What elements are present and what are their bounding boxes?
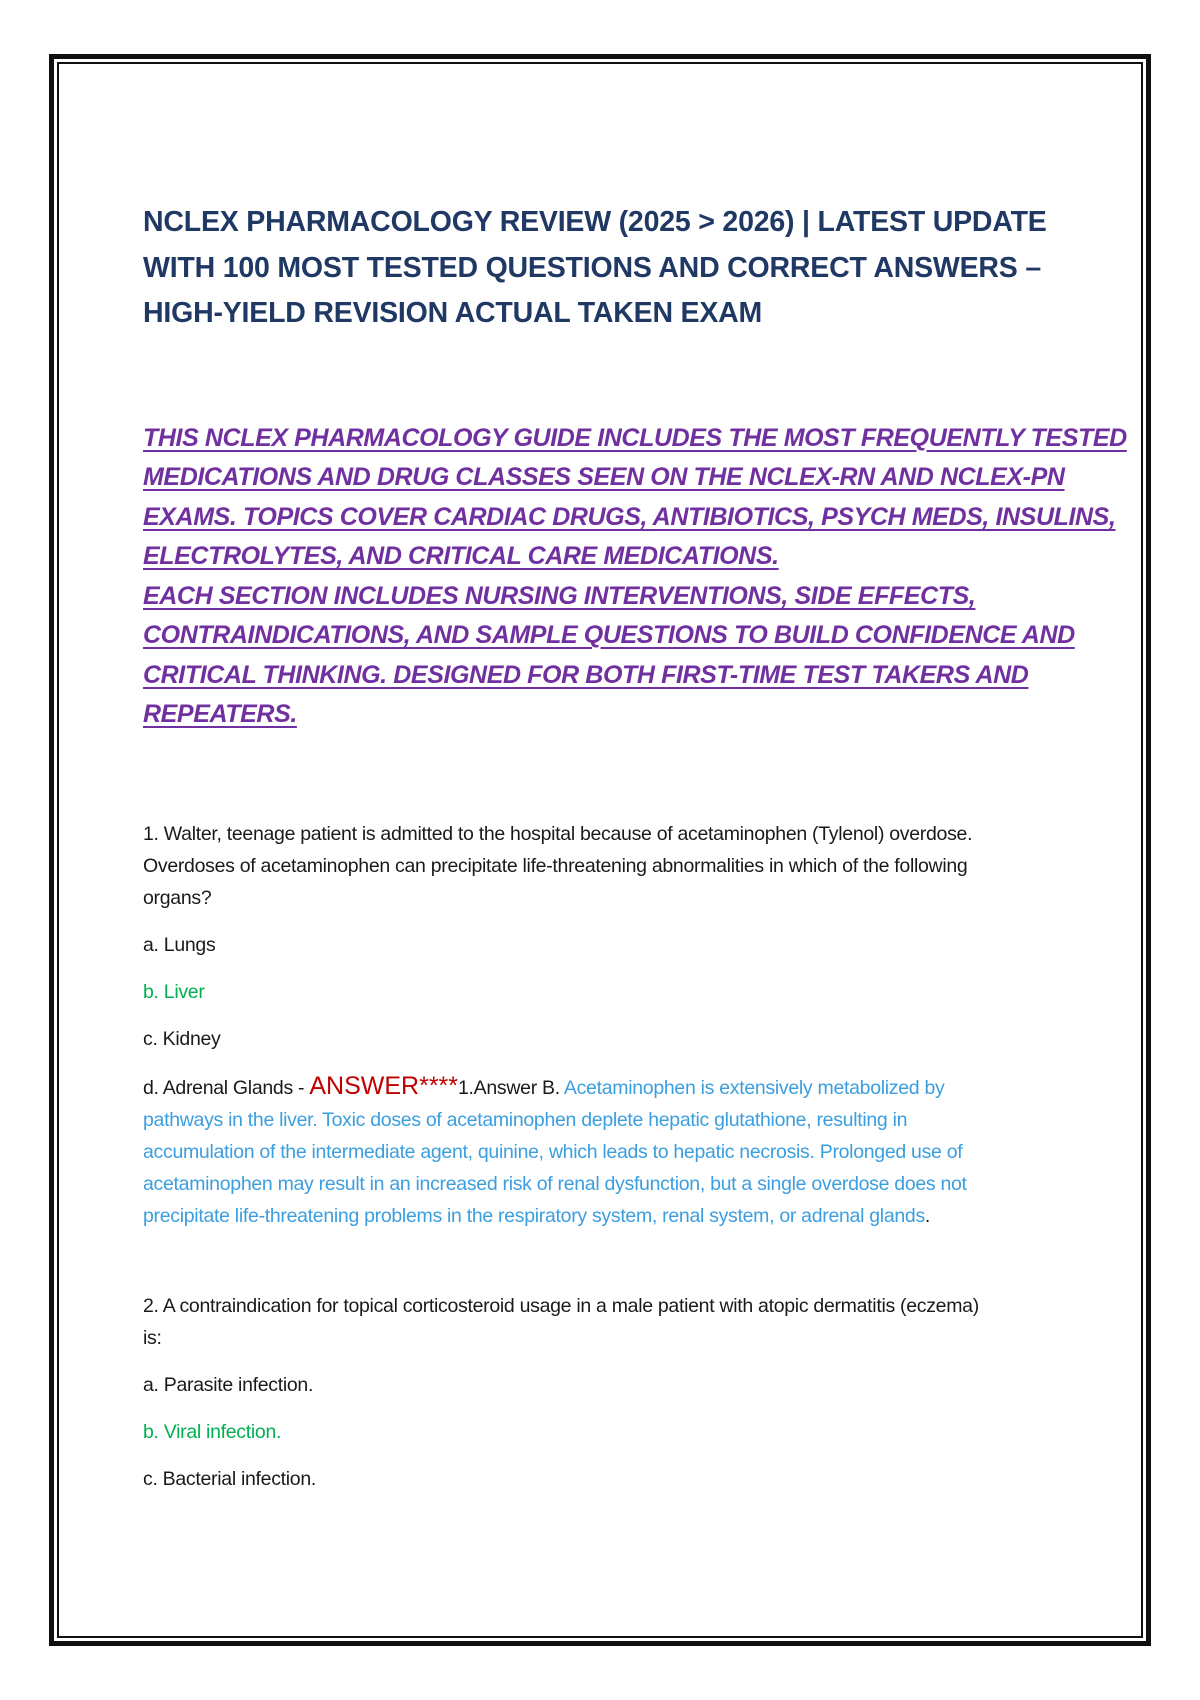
intro-line: EACH SECTION INCLUDES NURSING INTERVENTIONS, SIDE EFFECTS,	[143, 581, 976, 610]
intro-line: MEDICATIONS AND DRUG CLASSES SEEN ON THE NCLEX-RN AND NCLEX-PN	[143, 463, 1065, 491]
document-title	[143, 200, 1063, 337]
intro-line: EXAMS. TOPICS COVER CARDIAC DRUGS, ANTIBIOTICS, PSYCH MEDS, INSULINS,	[143, 502, 1116, 531]
question-text: 1. Walter, teenage patient is admitted to the hospital because of acetaminophen (Tylenol) overdose. Overdoses of acetaminophen can precipitate life-threatening abnormalities in which of the following organs?	[143, 822, 973, 909]
answer-flag: ANSWER****	[309, 1071, 459, 1100]
intro-line: CONTRAINDICATIONS, AND SAMPLE QUESTIONS TO BUILD CONFIDENCE AND	[143, 621, 1075, 649]
answer-reference: 1.Answer B.	[458, 1076, 564, 1099]
title-line: NCLEX PHARMACOLOGY REVIEW (2025 > 2026) | LATEST UPDATE	[143, 206, 1047, 238]
question-2	[143, 1290, 1063, 1495]
explanation-line: acetaminophen may result in an increased risk of renal dysfunction, but a single overdose does not	[143, 1172, 967, 1195]
intro-line: CRITICAL THINKING. DESIGNED FOR BOTH FIRST-TIME TEST TAKERS AND	[143, 660, 1029, 689]
answer-explanation	[143, 1070, 1063, 1232]
page-content	[143, 200, 1127, 1495]
intro-line: ELECTROLYTES, AND CRITICAL CARE MEDICATIONS.	[143, 542, 779, 570]
option-a: a. Lungs	[143, 933, 216, 956]
explanation-line: precipitate life-threatening problems in the respiratory system, renal system, or adrenal glands	[143, 1204, 925, 1227]
option-a: a. Parasite infection.	[143, 1373, 314, 1396]
guide-description	[143, 419, 1127, 735]
title-line: HIGH-YIELD REVISION ACTUAL TAKEN EXAM	[143, 297, 763, 329]
intro-line: THIS NCLEX PHARMACOLOGY GUIDE INCLUDES THE MOST FREQUENTLY TESTED	[143, 423, 1127, 452]
option-c: c. Bacterial infection.	[143, 1467, 317, 1490]
explanation-text: Acetaminophen is extensively metabolized by	[563, 1076, 945, 1099]
explanation-period: .	[924, 1204, 931, 1227]
option-b-correct: b. Liver	[143, 980, 205, 1003]
explanation-line: accumulation of the intermediate agent, quinine, which leads to hepatic necrosis. Prolonged use of	[143, 1140, 963, 1163]
explanation-line: pathways in the liver. Toxic doses of acetaminophen deplete hepatic glutathione, resulting in	[143, 1108, 908, 1131]
option-b-correct: b. Viral infection.	[143, 1420, 282, 1443]
option-c: c. Kidney	[143, 1027, 221, 1050]
option-d: d. Adrenal Glands -	[143, 1076, 310, 1099]
question-1	[143, 818, 1063, 1232]
title-line: WITH 100 MOST TESTED QUESTIONS AND CORRECT ANSWERS –	[143, 251, 1041, 284]
intro-line: REPEATERS.	[143, 700, 297, 728]
question-text: 2. A contraindication for topical corticosteroid usage in a male patient with atopic dermatitis (eczema) is:	[143, 1294, 979, 1349]
